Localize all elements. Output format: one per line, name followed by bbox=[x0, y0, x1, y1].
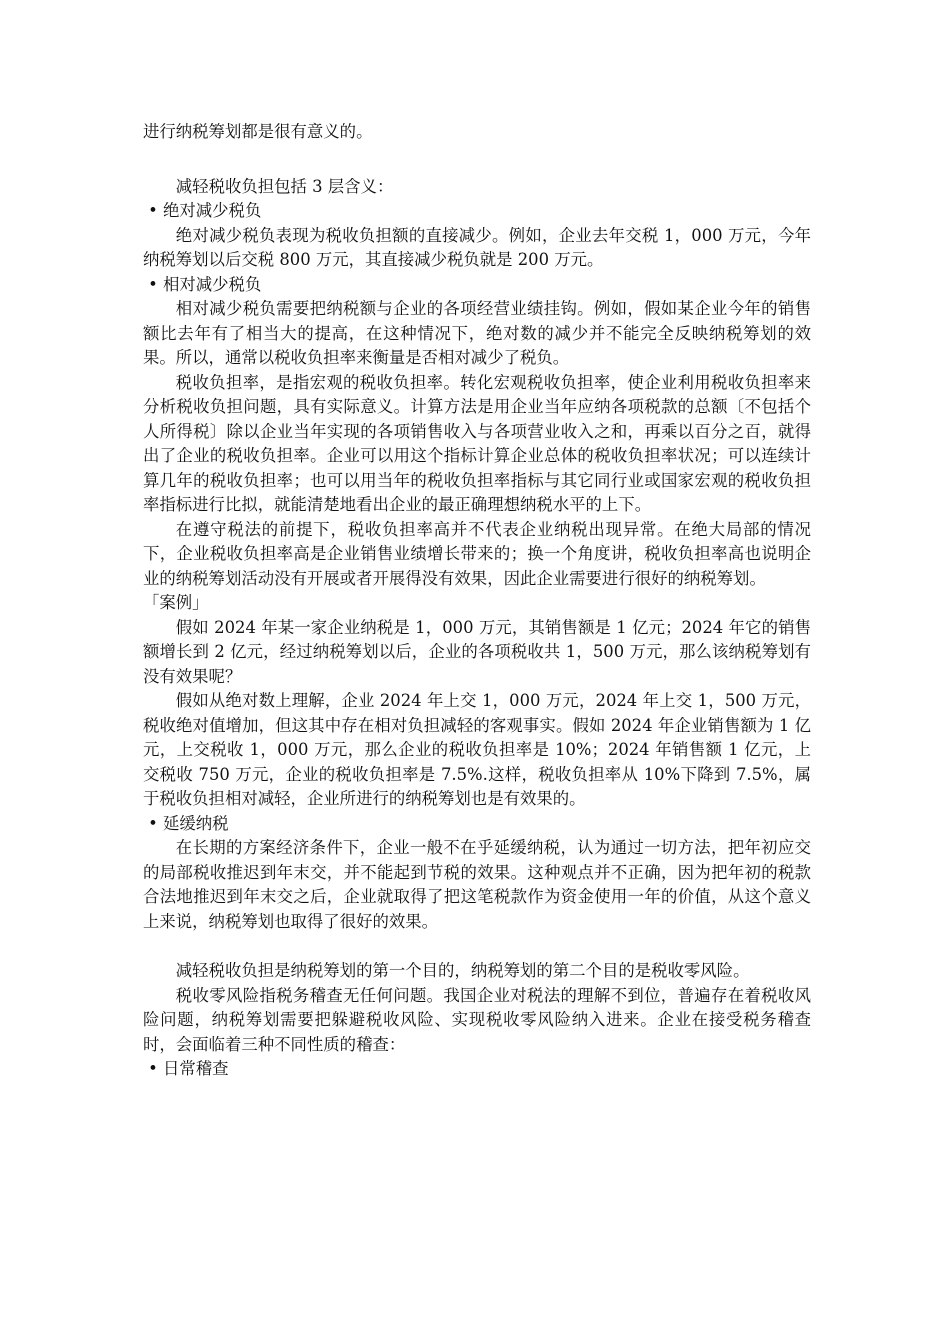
bullet-routine-audit bbox=[143, 1057, 811, 1082]
paragraph-second-goal: 减轻税收负担是纳税筹划的第一个目的，纳税筹划的第二个目的是税收零风险。 bbox=[175, 961, 750, 980]
bullet-label: 绝对减少税负 bbox=[163, 201, 262, 220]
bullet-label: 延缓纳税 bbox=[163, 813, 229, 833]
bullet-relative-reduction bbox=[143, 273, 811, 298]
paragraph-intro-tail: 进行纳税筹划都是很有意义的。 bbox=[143, 122, 373, 141]
document-page bbox=[143, 120, 811, 1082]
paragraph-zero-risk: 税收零风险指税务稽查无任何问题。我国企业对税法的理解不到位，普遍存在着税收风险问题，纳税筹划需要把躲避税收风险、实现税收零风险纳入进来。企业在接受税务稽查时，会面临着三种不同性质的稽查： bbox=[143, 985, 811, 1054]
spacer bbox=[143, 934, 811, 959]
paragraph-three-meanings: 减轻税收负担包括 3 层含义： bbox=[175, 176, 394, 196]
paragraph-burden-rate: 税收负担率，是指宏观的税收负担率。转化宏观税收负担率，使企业利用税收负担率来分析税收负担问题，具有实际意义。计算方法是用企业当年应纳各项税款的总额〔不包括个人所得税〕除以企业当年实现的各项销售收入与各项营业收入之和，再乘以百分之百，就得出了企业的税收负担率。企业可以用这个指标计算企业总体的税收负担率状况；可以连续计算几年的税收负担率；也可以用当年的税收负担率指标与其它同行业或国家宏观的税收负担率指标进行比拟，就能清楚地看出企业的最正确理想纳税水平的上下。 bbox=[143, 372, 811, 514]
case-heading: 「案例」 bbox=[143, 593, 209, 612]
bullet-icon: • bbox=[148, 813, 158, 833]
bullet-label: 相对减少税负 bbox=[163, 274, 262, 294]
bullet-deferral bbox=[143, 812, 811, 837]
bullet-icon: • bbox=[148, 201, 158, 220]
bullet-icon: • bbox=[148, 274, 158, 294]
paragraph-case-1: 假如 2024 年某一家企业纳税是 1，000 万元，其销售额是 1 亿元；2024 年它的销售额增长到 2 亿元，经过纳税筹划以后，企业的各项税收共 1，500 万元，那么该纳税筹划有没有效果呢？ bbox=[143, 617, 811, 686]
bullet-icon: • bbox=[148, 1059, 158, 1078]
paragraph-absolute: 绝对减少税负表现为税收负担额的直接减少。例如，企业去年交税 1，000 万元，今年纳税筹划以后交税 800 万元，其直接减少税负就是 200 万元。 bbox=[143, 225, 811, 269]
bullet-label: 日常稽查 bbox=[163, 1059, 229, 1078]
bullet-absolute-reduction bbox=[143, 199, 811, 224]
paragraph-deferral: 在长期的方案经济条件下，企业一般不在乎延缓纳税，认为通过一切方法，把年初应交的局部税收推迟到年末交，并不能起到节税的效果。这种观点并不正确，因为把年初的税款合法地推迟到年末交之后，企业就取得了把这笔税款作为资金使用一年的价值，从这个意义上来说，纳税筹划也取得了很好的效果。 bbox=[143, 838, 811, 931]
paragraph-compliance: 在遵守税法的前提下，税收负担率高并不代表企业纳税出现异常。在绝大局部的情况下，企业税收负担率高是企业销售业绩增长带来的；换一个角度讲，税收负担率高也说明企业的纳税筹划活动没有开展或者开展得没有效果，因此企业需要进行很好的纳税筹划。 bbox=[143, 519, 811, 588]
paragraph-case-2: 假如从绝对数上理解，企业 2024 年上交 1，000 万元，2024 年上交 1，500 万元，税收绝对值增加，但这其中存在相对负担减轻的客观事实。假如 2024 年企业销售额为 1 亿元，上交税收 1，000 万元，那么企业的税收负担率是 10%；2024 年销售额 1 亿元，上交税收 750 万元，企业的税收负担率是 7.5%.这样，税收负担率从 10%下降到 7.5%，属于税收负担相对减轻，企业所进行的纳税筹划也是有效果的。 bbox=[143, 691, 811, 808]
spacer bbox=[143, 145, 811, 175]
paragraph-relative: 相对减少税负需要把纳税额与企业的各项经营业绩挂钩。例如，假如某企业今年的销售额比去年有了相当大的提高，在这种情况下，绝对数的减少并不能完全反映纳税筹划的效果。所以，通常以税收负担率来衡量是否相对减少了税负。 bbox=[143, 299, 811, 367]
